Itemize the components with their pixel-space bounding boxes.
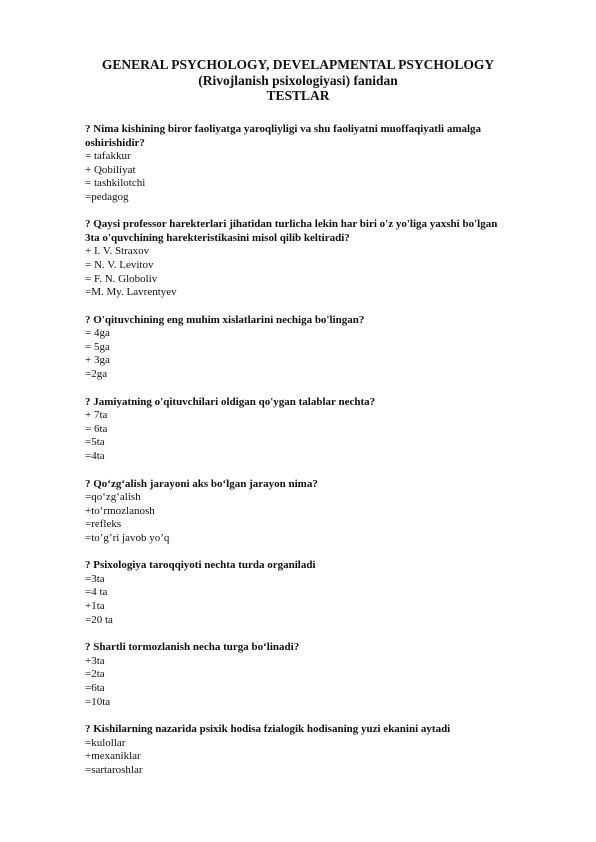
answer-option: + I. V. Straxov xyxy=(85,245,150,258)
answer-option: =to’g’ri javob yo’q xyxy=(85,531,170,544)
answer-option: = 5ga xyxy=(85,340,110,353)
answer-option: =20 ta xyxy=(85,613,113,626)
answer-option: =pedagog xyxy=(85,190,129,203)
answer-option: =refleks xyxy=(85,518,122,531)
tests-heading: TESTLAR xyxy=(266,88,330,103)
question-block xyxy=(85,123,555,204)
question-block xyxy=(85,478,555,546)
answer-option: =sartaroshlar xyxy=(85,763,143,776)
answer-option: + 7ta xyxy=(85,409,108,422)
answer-option: = F. N. Globoliv xyxy=(85,272,158,285)
question-block xyxy=(85,314,555,382)
answer-option: =6ta xyxy=(85,681,105,694)
answer-option: =M. My. Lavrentyev xyxy=(85,286,177,299)
question-text: 3ta o'quvchining harekteristikasini misol qilib keltiradi? xyxy=(85,231,350,244)
question-block xyxy=(85,559,555,627)
question-text: ? Jamiyatning o'qituvchilari oldigan qo'ygan talablar nechta? xyxy=(85,395,376,408)
answer-option: =3ta xyxy=(85,572,105,585)
answer-option: =4 ta xyxy=(85,586,108,599)
answer-option: =2ga xyxy=(85,368,108,381)
answer-option: +to‘rmozlanosh xyxy=(85,504,155,517)
answer-option: + 3ga xyxy=(85,354,110,367)
answer-option: = N. V. Levitov xyxy=(85,258,154,271)
question-block xyxy=(85,641,555,709)
question-text: ? Shartli tormozlanish necha turga bo‘linadi? xyxy=(85,641,300,654)
answer-option: =kulollar xyxy=(85,736,126,749)
course-title: GENERAL PSYCHOLOGY, DEVELAPMENTAL PSYCHOLOGY xyxy=(101,57,495,72)
question-text: ? Qaysi professor harekterlari jihatidan turlicha lekin har biri o'z yo'liga yaxshi bo'lgan xyxy=(85,218,498,231)
question-text: oshirishidir? xyxy=(85,136,145,149)
document-header xyxy=(0,57,596,104)
question-text: ? O'qituvchining eng muhim xislatlarini nechiga bo'lingan? xyxy=(85,313,365,326)
answer-option: +3ta xyxy=(85,654,105,667)
answer-option: = 4ga xyxy=(85,327,110,340)
answer-option: =10ta xyxy=(85,695,111,708)
questions-list xyxy=(85,123,555,791)
answer-option: = 6ta xyxy=(85,422,108,435)
question-block xyxy=(85,723,555,777)
answer-option: =2ta xyxy=(85,668,105,681)
question-block xyxy=(85,218,555,299)
answer-option: +1ta xyxy=(85,600,105,613)
question-text: ? Psixologiya taroqqiyoti nechta turda organiladi xyxy=(85,559,316,572)
answer-option: = tashkilotchi xyxy=(85,177,146,190)
question-text: ? Kishilarning nazarida psixik hodisa fzialogik hodisaning yuzi ekanini aytadi xyxy=(85,723,451,736)
answer-option: + Qobiliyat xyxy=(85,163,136,176)
answer-option: = tafakkur xyxy=(85,150,131,162)
question-text: ? Nima kishining biror faoliyatga yaroqliyligi va shu faoliyatni muoffaqiyatli amalga xyxy=(85,123,482,135)
question-block xyxy=(85,396,555,464)
answer-option: =4ta xyxy=(85,449,105,462)
course-subtitle: (Rivojlanish psixologiyasi) fanidan xyxy=(198,72,398,88)
answer-option: =qo‘zg‘alish xyxy=(85,491,141,503)
answer-option: =5ta xyxy=(85,436,105,449)
answer-option: +mexaniklar xyxy=(85,750,141,763)
question-text: ? Qo‘zg‘alish jarayoni aks bo‘lgan jarayon nima? xyxy=(85,477,318,490)
